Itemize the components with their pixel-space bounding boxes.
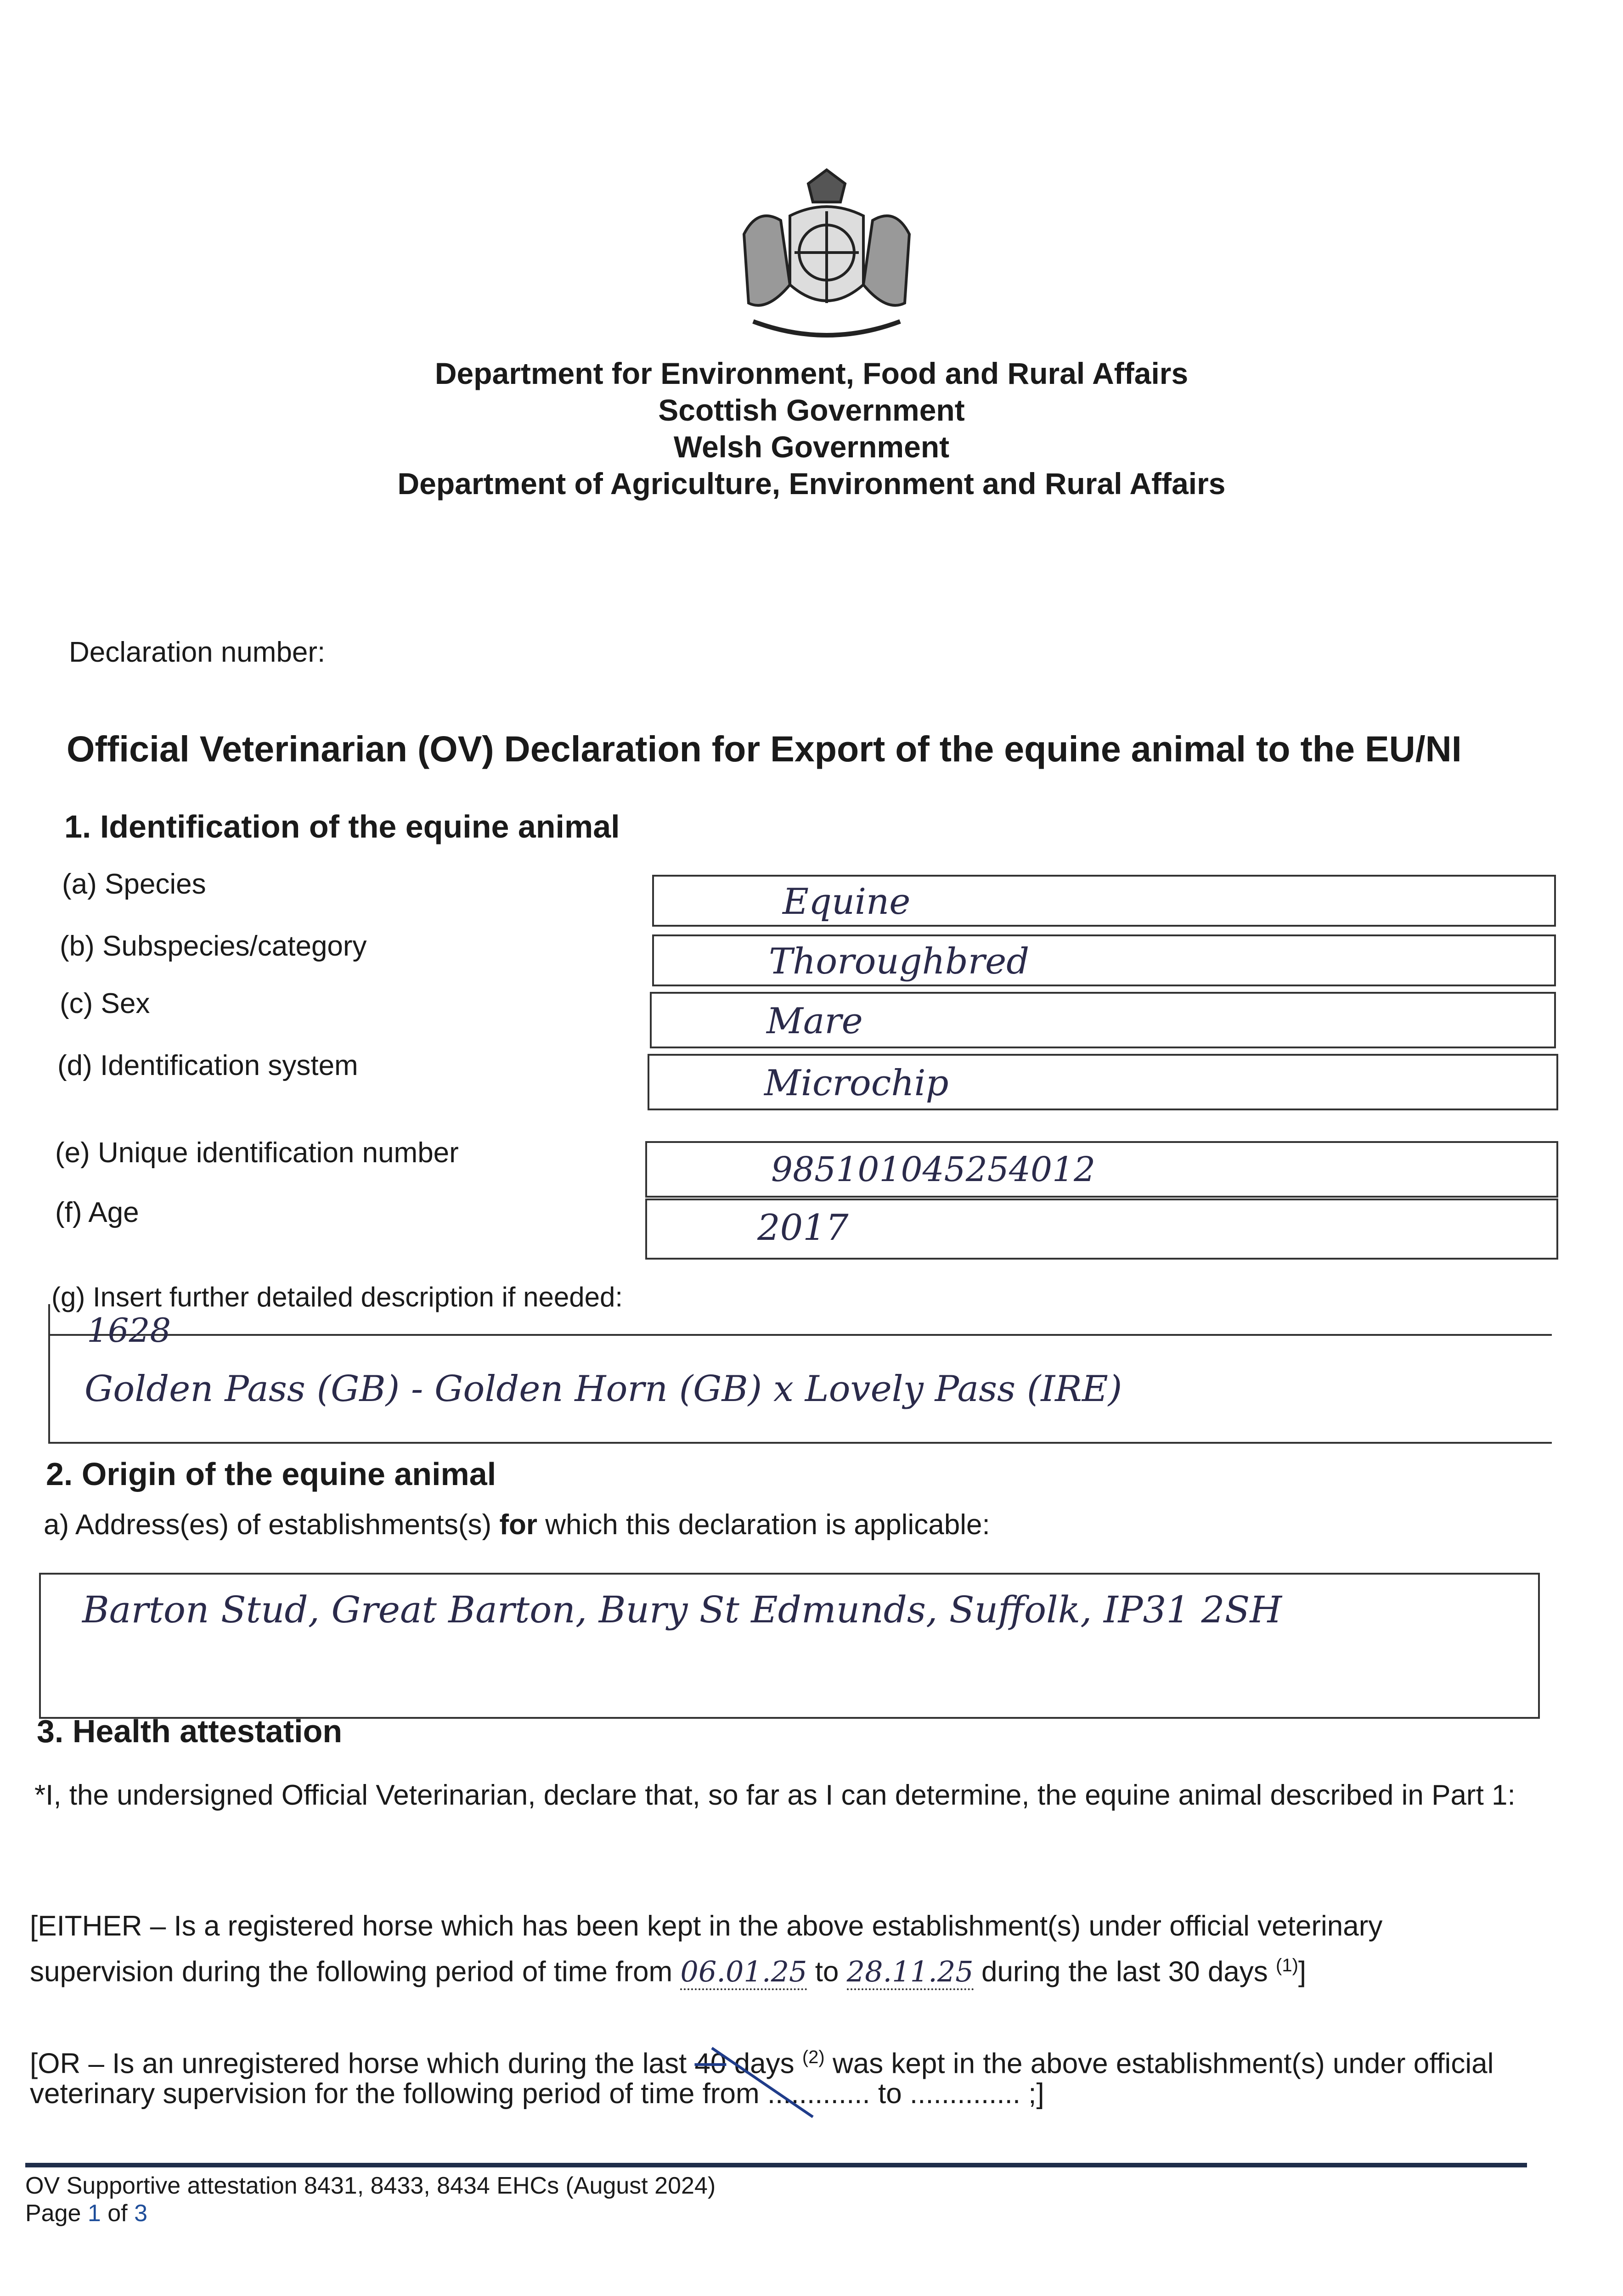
further-description-field[interactable] — [48, 1304, 1552, 1444]
either-line-2 — [30, 1947, 1306, 1991]
footer-text: OV Supportive attestation 8431, 8433, 8434 EHCs (August 2024) — [25, 2172, 716, 2199]
or-strike-mark — [707, 2043, 817, 2122]
document-title: Official Veterinarian (OV) Declaration for Export of the equine animal to the EU/NI — [67, 728, 1462, 769]
address-field[interactable] — [39, 1573, 1540, 1719]
footer-divider — [25, 2163, 1527, 2167]
species-label: (a) Species — [62, 868, 206, 900]
address-value: Barton Stud, Great Barton, Bury St Edmunds, Suffolk, IP31 2SH — [82, 1588, 1282, 1631]
either-line-2-post: during the last 30 days — [973, 1956, 1276, 1988]
page-of-word: of — [101, 2200, 135, 2227]
subspecies-field[interactable] — [652, 934, 1556, 986]
sex-label: (c) Sex — [60, 988, 150, 1019]
footnote-ref-1: (1) — [1276, 1955, 1298, 1975]
or-line-1-mid: days — [726, 2048, 802, 2080]
page-number: 1 — [87, 2200, 101, 2227]
or-days-value: 40 — [694, 2048, 727, 2080]
either-close-bracket: ] — [1298, 1956, 1307, 1988]
either-to-date[interactable]: 28.11.25 — [847, 1955, 974, 1990]
age-label: (f) Age — [55, 1197, 139, 1228]
age-value: 2017 — [757, 1207, 849, 1249]
address-label-pre: a) Address(es) of establishments(s) — [44, 1509, 500, 1541]
attestation-intro: *I, the undersigned Official Veterinarian, declare that, so far as I can determine, the equine animal described in Part 1: — [34, 1779, 1516, 1811]
either-line-1: [EITHER – Is a registered horse which has been kept in the above establishment(s) under official veterinary — [30, 1910, 1383, 1942]
age-field[interactable] — [645, 1199, 1558, 1260]
identification-system-field[interactable] — [648, 1054, 1558, 1110]
further-description-line-1: 1628 — [87, 1311, 171, 1350]
sex-field[interactable] — [650, 992, 1556, 1048]
or-line-2: veterinary supervision for the following period of time from ............. to .............. ;] — [30, 2078, 1044, 2110]
further-description-label: (g) Insert further detailed description if needed: — [51, 1282, 623, 1312]
unique-id-value: 985101045254012 — [771, 1150, 1096, 1189]
department-line-4: Department of Agriculture, Environment and Rural Affairs — [397, 467, 1226, 501]
footnote-ref-2: (2) — [802, 2047, 825, 2067]
or-line-1-post: was kept in the above establishment(s) under official — [824, 2048, 1494, 2080]
declaration-number-label: Declaration number: — [69, 636, 326, 668]
department-line-2: Scottish Government — [658, 393, 965, 427]
unique-id-label: (e) Unique identification number — [55, 1137, 459, 1169]
further-description-line-2: Golden Pass (GB) - Golden Horn (GB) x Lovely Pass (IRE) — [85, 1368, 1122, 1410]
section-2-heading: 2. Origin of the equine animal — [46, 1456, 496, 1492]
either-to-word: to — [807, 1956, 847, 1988]
section-3-heading: 3. Health attestation — [37, 1713, 343, 1749]
identification-system-value: Microchip — [764, 1063, 949, 1104]
either-line-2-pre: supervision during the following period of time from — [30, 1956, 681, 1988]
royal-crest-logo — [726, 165, 928, 358]
sex-value: Mare — [766, 1001, 863, 1042]
subspecies-label: (b) Subspecies/category — [60, 930, 367, 962]
either-from-date[interactable]: 06.01.25 — [680, 1955, 807, 1990]
address-label — [44, 1508, 990, 1541]
species-value: Equine — [783, 881, 911, 923]
species-field[interactable] — [652, 875, 1556, 927]
identification-system-label: (d) Identification system — [57, 1050, 358, 1081]
page-total: 3 — [134, 2200, 147, 2227]
subspecies-value: Thoroughbred — [769, 941, 1030, 982]
or-line-1-pre: [OR – Is an unregistered horse which during the last — [30, 2048, 695, 2080]
page-indicator — [25, 2200, 147, 2227]
page-word: Page — [25, 2200, 88, 2227]
address-label-bold: for — [499, 1509, 538, 1541]
section-1-heading: 1. Identification of the equine animal — [64, 809, 620, 844]
unique-id-field[interactable] — [645, 1141, 1558, 1198]
department-line-3: Welsh Government — [673, 430, 950, 464]
address-label-post: which this declaration is applicable: — [537, 1509, 990, 1541]
department-line-1: Department for Environment, Food and Rural Affairs — [434, 356, 1189, 390]
